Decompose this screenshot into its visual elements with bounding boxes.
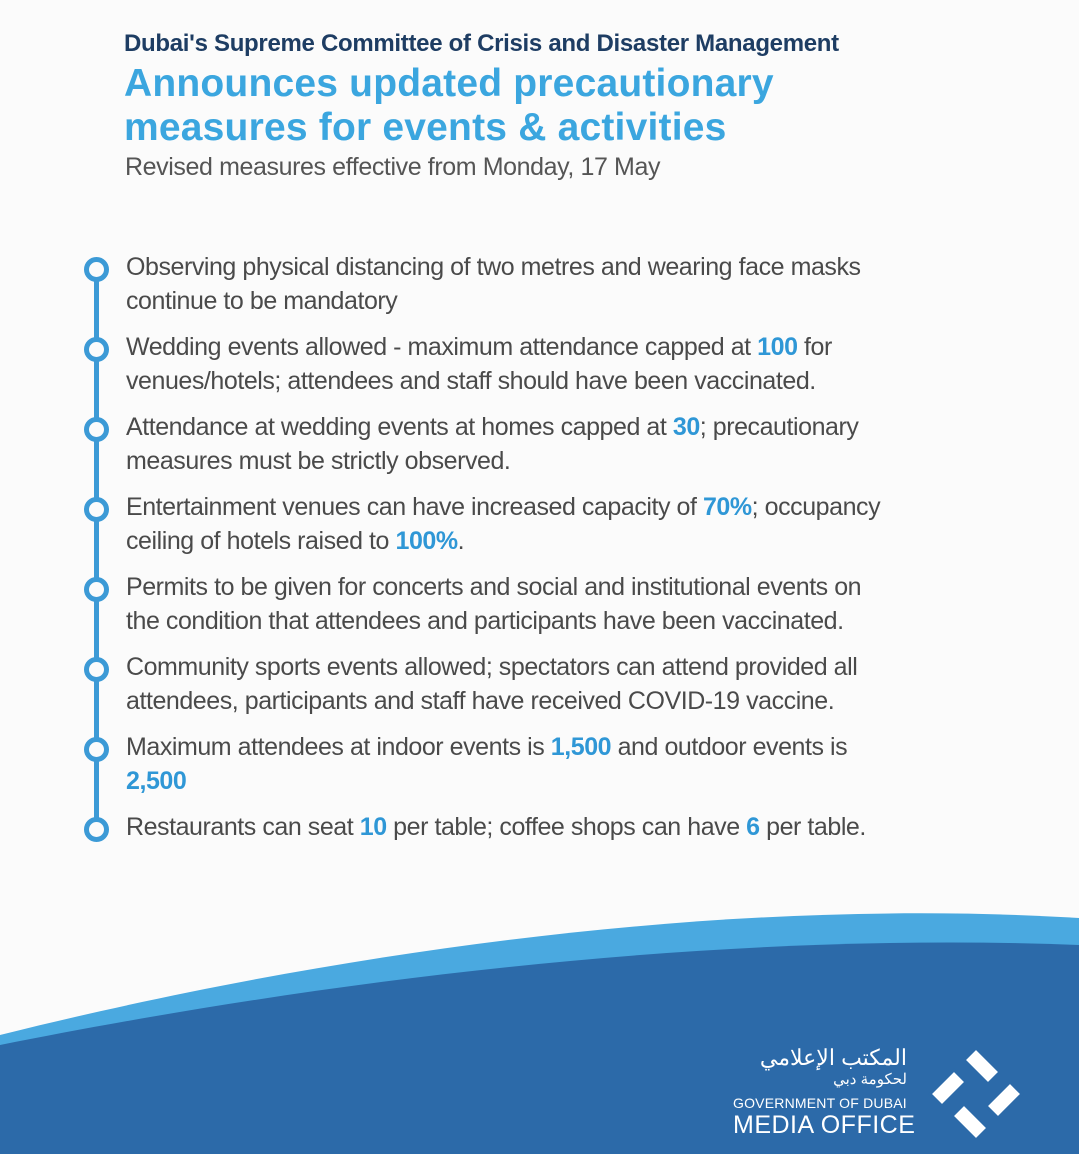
highlight-value: 70% bbox=[702, 493, 752, 521]
measure-item bbox=[126, 650, 1026, 718]
measure-text: Wedding events allowed - maximum attendance capped at bbox=[126, 333, 758, 361]
measure-text: measures must be strictly observed. bbox=[126, 447, 511, 475]
measure-line bbox=[126, 410, 1026, 444]
measure-text: ceiling of hotels raised to bbox=[126, 527, 396, 555]
measure-line bbox=[126, 250, 1026, 284]
measure-item bbox=[126, 810, 1026, 844]
logo-media-office: MEDIA OFFICE bbox=[733, 1111, 916, 1139]
measure-text: Attendance at wedding events at homes capped at bbox=[126, 413, 673, 441]
highlight-value: 6 bbox=[746, 813, 760, 841]
title-line-2: measures for events & activities bbox=[124, 106, 727, 149]
measure-line bbox=[126, 764, 1026, 798]
measure-item bbox=[126, 490, 1026, 558]
highlight-value: 30 bbox=[672, 413, 700, 441]
wave-dark bbox=[0, 943, 1079, 1154]
measure-item bbox=[126, 330, 1026, 398]
measure-text: Entertainment venues can have increased capacity of bbox=[126, 493, 703, 521]
highlight-value: 10 bbox=[359, 813, 387, 841]
logo-arabic-line-1: المكتب الإعلامي bbox=[759, 1045, 907, 1070]
highlight-value: 2,500 bbox=[126, 767, 187, 795]
measure-line bbox=[126, 284, 1026, 318]
measure-line bbox=[126, 570, 1026, 604]
measure-text: Maximum attendees at indoor events is bbox=[126, 733, 551, 761]
measure-text: attendees, participants and staff have received COVID-19 vaccine. bbox=[126, 687, 835, 715]
bullet-circle-icon bbox=[84, 657, 109, 682]
measure-text: and outdoor events is bbox=[611, 733, 848, 761]
measure-line bbox=[126, 364, 1026, 398]
logo-government: GOVERNMENT OF DUBAI bbox=[733, 1095, 907, 1111]
bullet-circle-icon bbox=[84, 577, 109, 602]
bullet-circle-icon bbox=[84, 337, 109, 362]
measure-line bbox=[126, 444, 1026, 478]
media-office-logo-icon bbox=[928, 1046, 1024, 1142]
logo-arabic-line-2: لحكومة دبي bbox=[833, 1071, 907, 1088]
measure-line bbox=[126, 604, 1026, 638]
bullet-circle-icon bbox=[84, 497, 109, 522]
measure-text: ; occupancy bbox=[751, 493, 881, 521]
bullet-circle-icon bbox=[84, 737, 109, 762]
measure-item bbox=[126, 250, 1026, 318]
measure-text: per table. bbox=[759, 813, 866, 841]
measure-text: Permits to be given for concerts and social and institutional events on bbox=[126, 573, 862, 601]
measure-line bbox=[126, 730, 1026, 764]
measure-text: per table; coffee shops can have bbox=[386, 813, 747, 841]
title-line-1: Announces updated precautionary bbox=[124, 62, 774, 105]
measure-text: ; precautionary bbox=[699, 413, 859, 441]
measure-line bbox=[126, 524, 1026, 558]
measure-line bbox=[126, 810, 1026, 844]
measure-text: for bbox=[797, 333, 832, 361]
measure-text: Community sports events allowed; spectators can attend provided all bbox=[126, 653, 858, 681]
measure-line bbox=[126, 330, 1026, 364]
subtitle: Revised measures effective from Monday, 17 May bbox=[125, 153, 661, 181]
footer-wave bbox=[0, 890, 1079, 1154]
highlight-value: 100 bbox=[757, 333, 798, 361]
measure-line bbox=[126, 650, 1026, 684]
measure-text: . bbox=[457, 527, 465, 555]
measure-item bbox=[126, 570, 1026, 638]
measure-text: the condition that attendees and participants have been vaccinated. bbox=[126, 607, 844, 635]
bullet-circle-icon bbox=[84, 817, 109, 842]
measure-text: venues/hotels; attendees and staff should have been vaccinated. bbox=[126, 367, 816, 395]
bullet-circle-icon bbox=[84, 417, 109, 442]
organization-name: Dubai's Supreme Committee of Crisis and Disaster Management bbox=[124, 30, 839, 57]
measure-text: continue to be mandatory bbox=[126, 287, 398, 315]
measure-text: Observing physical distancing of two metres and wearing face masks bbox=[126, 253, 861, 281]
measure-line bbox=[126, 490, 1026, 524]
measure-item bbox=[126, 410, 1026, 478]
page-title bbox=[124, 62, 774, 150]
bullet-circle-icon bbox=[84, 257, 109, 282]
highlight-value: 1,500 bbox=[550, 733, 612, 761]
measure-item bbox=[126, 730, 1026, 798]
highlight-value: 100% bbox=[395, 527, 458, 555]
measure-text: Restaurants can seat bbox=[126, 813, 360, 841]
measure-line bbox=[126, 684, 1026, 718]
